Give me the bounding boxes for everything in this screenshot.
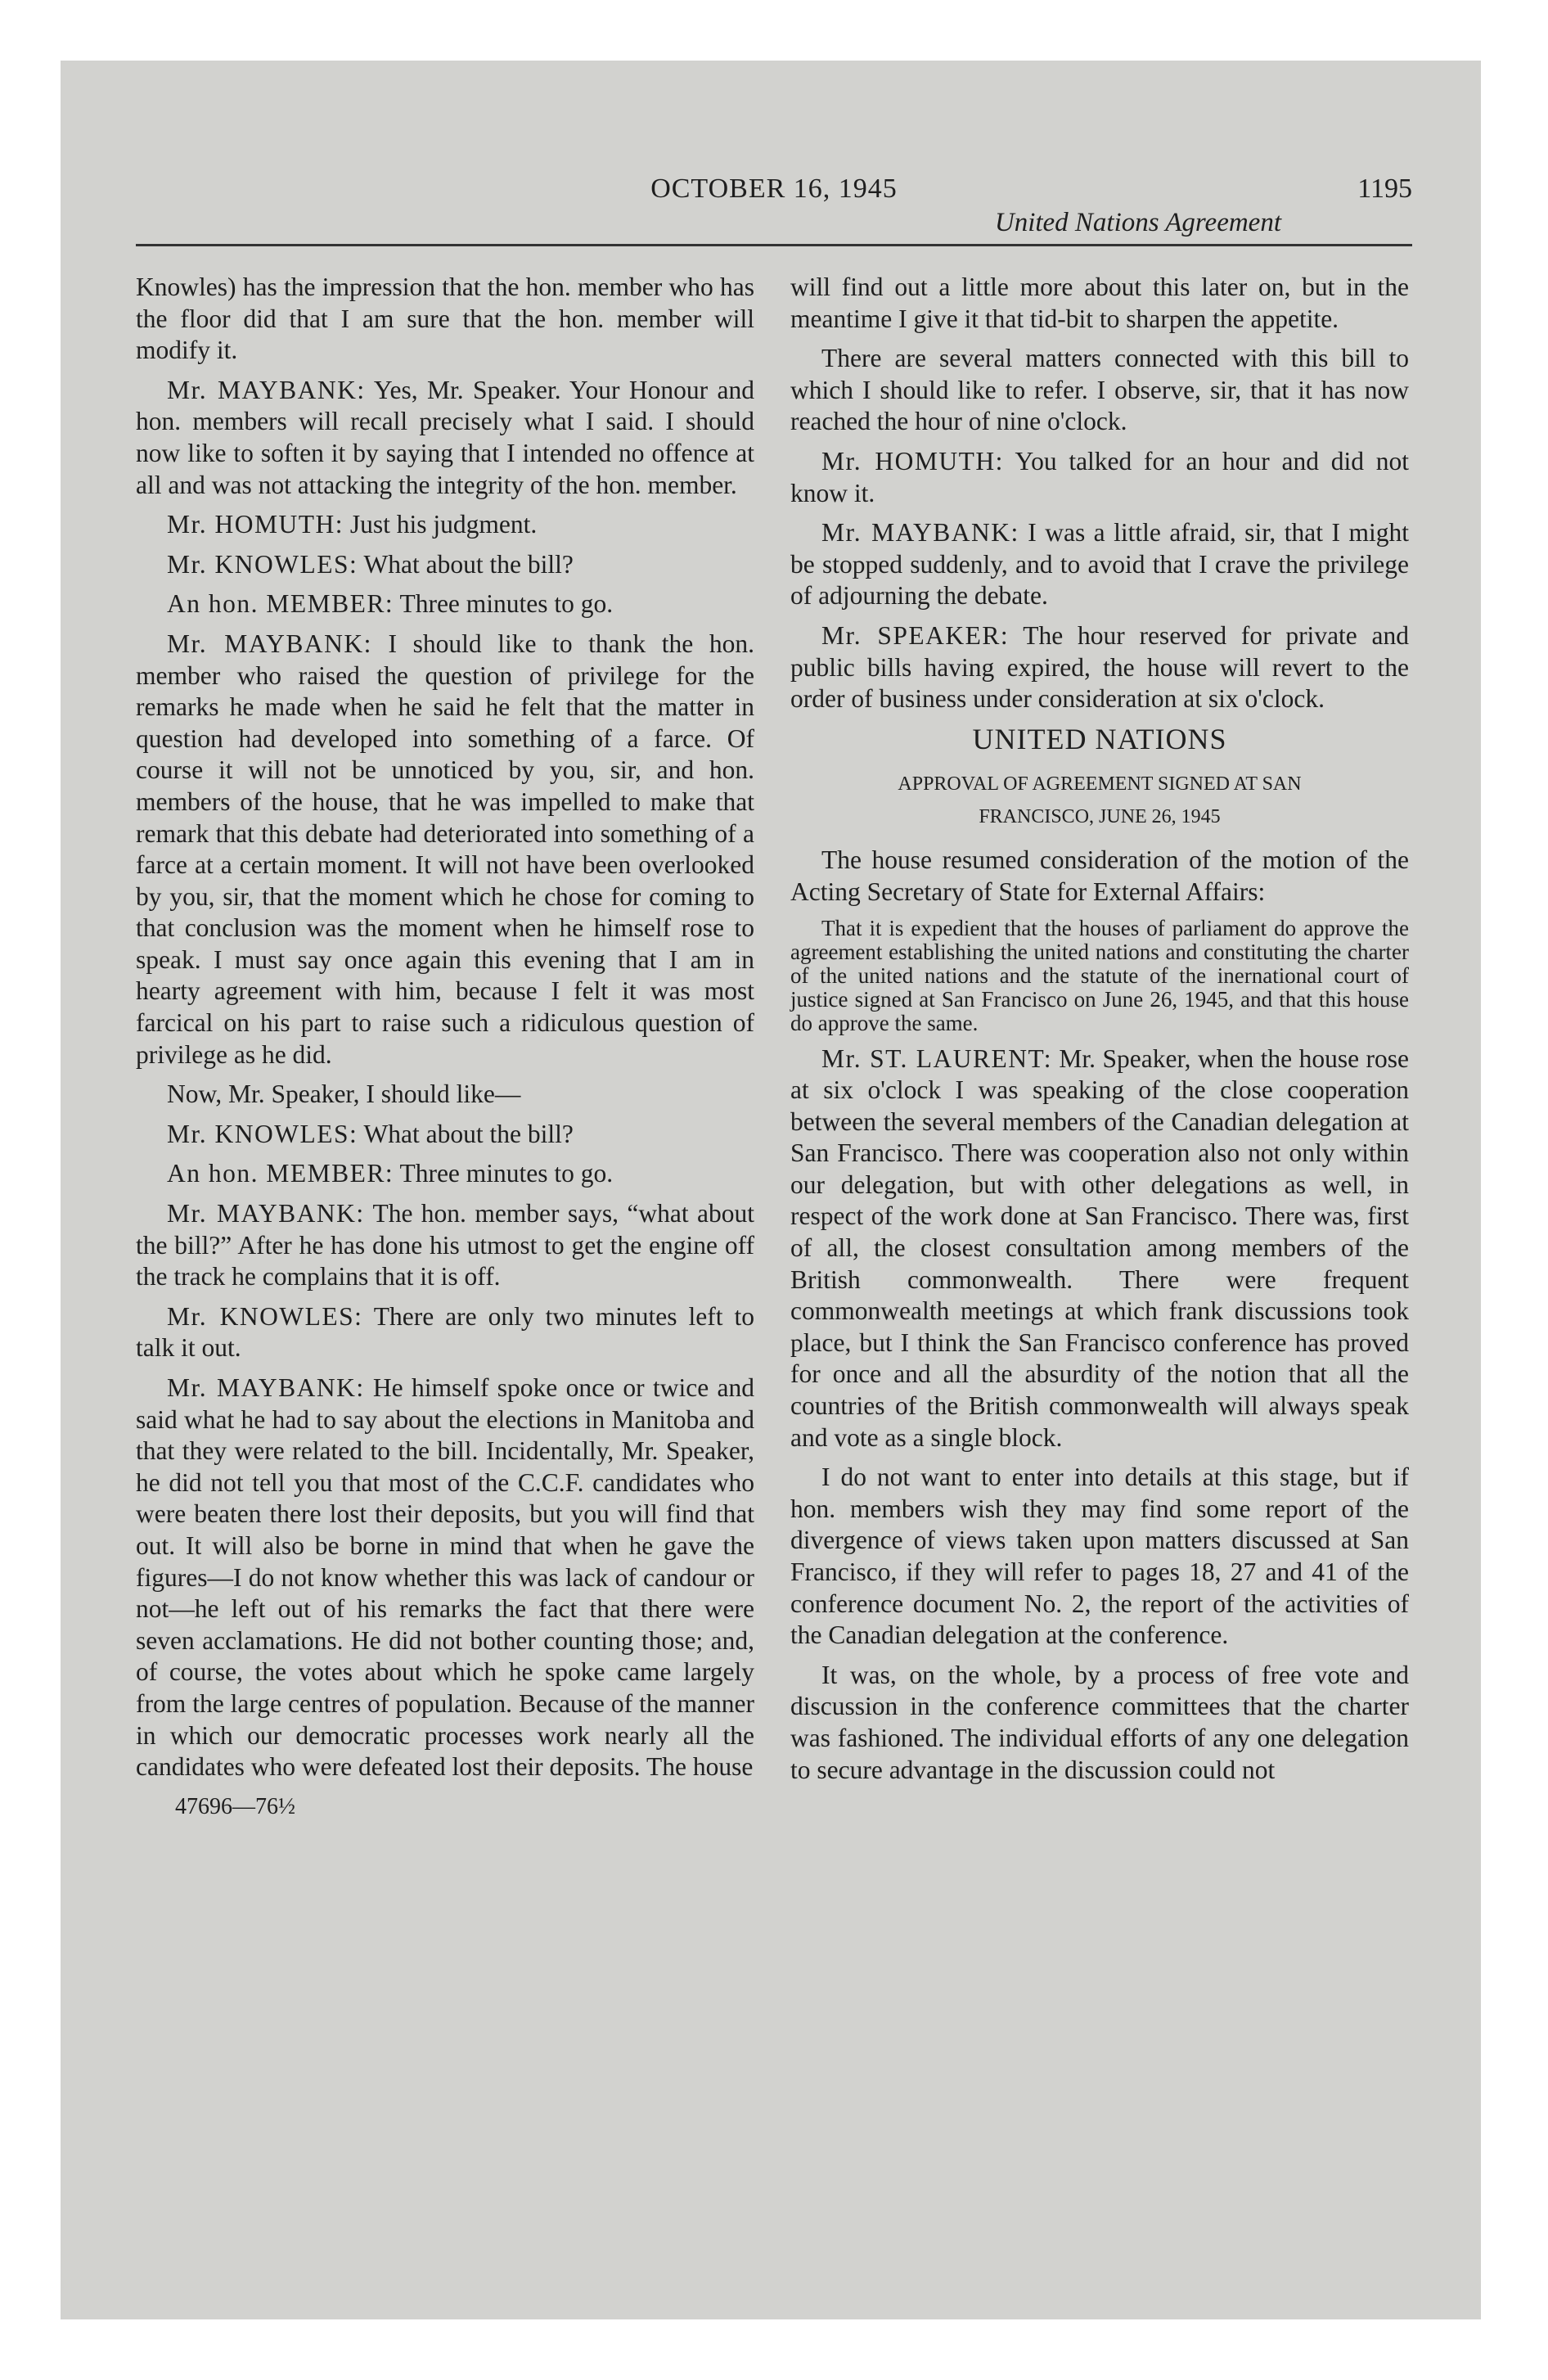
speaker-name: Mr. KNOWLES: (167, 1301, 363, 1331)
paragraph: The house resumed consideration of the motion of the Acting Secretary of State for External Affairs: (790, 845, 1409, 906)
speech (136, 629, 754, 1071)
paragraph: It was, on the whole, by a process of free vote and discussion in the conference committees that the charter was fashioned. The individual efforts of any one delegation to secure advantage in the discussion could not (790, 1660, 1409, 1784)
speaker-name: Mr. ST. LAURENT: (821, 1044, 1052, 1073)
header-rule (136, 244, 1412, 246)
speech (790, 446, 1409, 509)
speech (136, 375, 754, 501)
speaker-name: Mr. HOMUTH: (167, 510, 344, 539)
section-subtitle (790, 768, 1409, 833)
left-column (136, 272, 754, 1831)
speaker-name: Mr. MAYBANK: (167, 629, 372, 658)
header-date: OCTOBER 16, 1945 (650, 174, 898, 204)
speaker-name: Mr. HOMUTH: (821, 446, 1004, 476)
paragraph: There are several matters connected with this bill to which I should like to refer. I observe, sir, that it has now reached the hour of nine o'clock. (790, 344, 1409, 436)
speaker-name: Mr. MAYBANK: (167, 1373, 365, 1402)
speech-text: You talked for an hour and did not know it. (790, 446, 1409, 507)
speaker-name: Mr. MAYBANK: (821, 518, 1019, 548)
speech (136, 588, 754, 620)
section-title: UNITED NATIONS (972, 722, 1227, 755)
speech (136, 549, 754, 581)
speech-text: What about the bill? (358, 1119, 574, 1148)
speaker-name: Mr. KNOWLES: (167, 549, 358, 579)
paragraph: Now, Mr. Speaker, I should like— (167, 1080, 521, 1109)
speaker-name: Mr. SPEAKER: (821, 620, 1010, 650)
speech (136, 1373, 754, 1783)
speech (136, 1198, 754, 1293)
speech-text: What about the bill? (358, 549, 574, 579)
speech-text: I should like to thank the hon. member who raised the question of privilege for the remarks he made when he said he felt that the matter in question had developed into something of a farce. Of course it will not be unnoticed by you, sir, and hon. members of the house, that he was impelled to make that remark that this debate had deteriorated into something of a farce at a certain moment. It will not have been overlooked by you, sir, that the moment which he chose for coming to that conclusion was the moment when he himself rose to speak. I must say once again this evening that I am in hearty agreement with him, because I felt it was most farcical on his part to raise such a ridiculous question of privilege as he did. (136, 629, 754, 1069)
speaker-name: Mr. MAYBANK: (167, 375, 366, 404)
motion-quote: That it is expedient that the houses of parliament do approve the agreement establishing the united nations and constituting the charter of the united nations and the statute of the inernational court of justice signed at San Francisco on June 26, 1945, and that this house do approve the same. (790, 915, 1409, 1035)
page-header (136, 174, 1412, 247)
speech-text: Just his judgment. (344, 510, 538, 539)
paragraph: Knowles) has the impression that the hon. member who has the floor did that I am sure that the hon. member will modify it. (136, 273, 754, 365)
speech (790, 517, 1409, 612)
speech-text: I was a little afraid, sir, that I might be stopped suddenly, and to avoid that I crave the privilege of adjourning the debate. (790, 518, 1409, 611)
speech-text: Three minutes to go. (394, 589, 614, 619)
speech-text: Three minutes to go. (394, 1159, 614, 1188)
speech (136, 1301, 754, 1364)
speech (136, 1158, 754, 1190)
speech-text: The hon. member says, “what about the bill?” After he has done his utmost to get the engine off the track he complains that it is off. (136, 1199, 754, 1291)
section-subtitle-line-2: FRANCISCO, JUNE 26, 1945 (979, 806, 1221, 828)
right-column (790, 272, 1409, 1794)
speaker-name: Mr. MAYBANK: (167, 1199, 365, 1228)
speech (790, 1044, 1409, 1454)
speech-text: Yes, Mr. Speaker. Your Honour and hon. members will recall precisely what I said. I should now like to soften it by saying that I intended no offence at all and was not attacking the integrity of the hon. member. (136, 375, 754, 499)
speech-text: The hour reserved for private and public bills having expired, the house will revert to the order of business under consideration at six o'clock. (790, 620, 1409, 714)
paragraph: will find out a little more about this later on, but in the meantime I give it that tid-bit to sharpen the appetite. (790, 273, 1409, 333)
speech-text: He himself spoke once or twice and said what he had to say about the elections in Manitoba and that they were related to the bill. Incidentally, Mr. Speaker, he did not tell you that most of the C.C.F. candidates who were beaten there lost their deposits, but you will find that out. It will also be borne in mind that when he gave the figures—I do not know whether this was lack of candour or not—he left out of his remarks the fact that there were seven acclamations. He did not bother counting those; and, of course, the votes about which he spoke came largely from the large centres of population. Because of the manner in which our democratic processes work nearly all the candidates who were defeated lost their deposits. The house (136, 1373, 754, 1782)
speech (136, 509, 754, 541)
paragraph: I do not want to enter into details at this stage, but if hon. members wish they may find some report of the divergence of views taken upon matters discussed at San Francisco, if they will refer to pages 18, 27 and 41 of the conference document No. 2, the report of the activities of the Canadian delegation at the conference. (790, 1463, 1409, 1650)
page-number: 1195 (1357, 174, 1412, 204)
speech (136, 1119, 754, 1151)
speaker-name: An hon. MEMBER: (167, 1159, 394, 1188)
speaker-name: Mr. KNOWLES: (167, 1119, 358, 1148)
speaker-name: An hon. MEMBER: (167, 589, 394, 619)
section-subtitle-line-1: APPROVAL OF AGREEMENT SIGNED AT SAN (898, 773, 1302, 796)
speech-text: Mr. Speaker, when the house rose at six o'clock I was speaking of the close cooperation between the several members of the Canadian delegation at San Francisco. There was cooperation also not only within our delegation, but with other delegations as well, in respect of the work done at San Francisco. There was, first of all, the closest consultation among members of the British commonwealth. There were frequent commonwealth meetings at which frank discussions took place, but I think the San Francisco conference has proved for once and all the absurdity of the notion that all the countries of the British commonwealth will always speak and vote as a single block. (790, 1044, 1409, 1452)
print-code: 47696—76½ (175, 1793, 295, 1819)
header-subtitle: United Nations Agreement (994, 208, 1281, 237)
speech-text: There are only two minutes left to talk it out. (136, 1301, 754, 1363)
speech (790, 620, 1409, 715)
